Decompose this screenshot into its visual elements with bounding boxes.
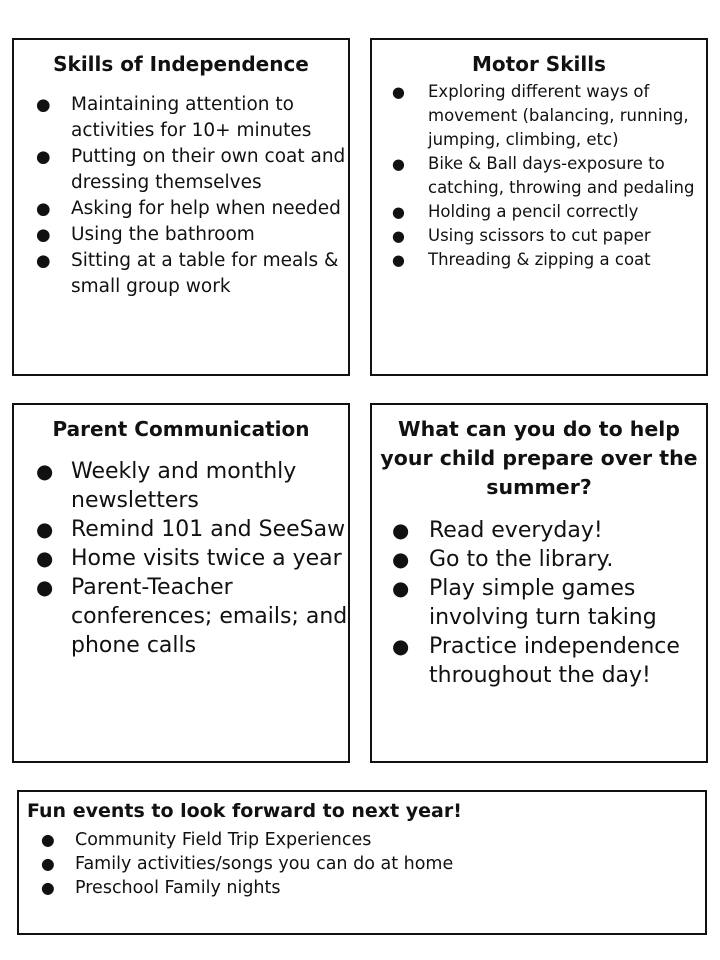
bullet-icon: ● <box>36 95 51 114</box>
list-item <box>392 516 706 545</box>
list-item-text: Asking for help when needed <box>71 198 341 219</box>
motor-skills-box <box>370 38 708 376</box>
list-item-text: Putting on their own coat and dressing themselves <box>71 146 346 193</box>
list-item-text: Bike & Ball days-exposure to catching, throwing and pedaling <box>428 154 695 197</box>
bullet-icon: ● <box>392 203 405 221</box>
list-item-text: Using the bathroom <box>71 224 255 245</box>
bullet-icon: ● <box>392 548 410 571</box>
list-item <box>36 92 348 144</box>
list-item-text: Go to the library. <box>429 547 614 572</box>
list-item <box>36 457 348 515</box>
list-item-text: Parent-Teacher conferences; emails; and phone calls <box>71 575 348 658</box>
skills-list <box>14 92 348 300</box>
motor-list <box>372 80 706 272</box>
bullet-icon: ● <box>36 225 51 244</box>
list-item <box>41 828 705 852</box>
list-item <box>392 152 706 200</box>
bullet-icon: ● <box>41 854 55 873</box>
skills-title: Skills of Independence <box>53 52 309 76</box>
skills-of-independence-box <box>12 38 350 376</box>
list-item <box>392 200 706 224</box>
list-item-text: Home visits twice a year <box>71 546 342 571</box>
list-item <box>392 632 706 690</box>
bullet-icon: ● <box>36 518 54 541</box>
list-item-text: Community Field Trip Experiences <box>75 830 372 850</box>
list-item-text: Weekly and monthly newsletters <box>71 459 297 513</box>
bullet-icon: ● <box>36 547 54 570</box>
bullet-icon: ● <box>36 199 51 218</box>
list-item <box>392 574 706 632</box>
bullet-icon: ● <box>41 830 55 849</box>
help-title: What can you do to help your child prepare over the summer? <box>380 417 698 499</box>
help-list <box>372 516 706 690</box>
events-title: Fun events to look forward to next year! <box>27 800 462 822</box>
list-item <box>36 248 348 300</box>
list-item <box>392 545 706 574</box>
list-item-text: Preschool Family nights <box>75 878 281 898</box>
list-item <box>36 222 348 248</box>
list-item-text: Family activities/songs you can do at home <box>75 854 454 874</box>
list-item <box>36 515 348 544</box>
motor-title: Motor Skills <box>472 52 606 76</box>
list-item-text: Remind 101 and SeeSaw <box>71 517 346 542</box>
list-item <box>36 196 348 222</box>
list-item-text: Practice independence throughout the day! <box>429 634 680 688</box>
bullet-icon: ● <box>392 155 405 173</box>
fun-events-box <box>17 790 707 935</box>
summer-help-box <box>370 403 708 763</box>
list-item-text: Exploring different ways of movement (balancing, running, jumping, climbing, etc) <box>428 82 689 149</box>
bullet-icon: ● <box>36 576 54 599</box>
list-item-text: Using scissors to cut paper <box>428 226 651 245</box>
bullet-icon: ● <box>392 227 405 245</box>
parent-communication-box <box>12 403 350 763</box>
bullet-icon: ● <box>36 147 51 166</box>
bullet-icon: ● <box>392 635 410 658</box>
bullet-icon: ● <box>392 577 410 600</box>
list-item <box>41 852 705 876</box>
list-item <box>392 248 706 272</box>
list-item <box>36 144 348 196</box>
bullet-icon: ● <box>392 251 405 269</box>
parent-list <box>14 457 348 660</box>
list-item-text: Holding a pencil correctly <box>428 202 639 221</box>
bullet-icon: ● <box>392 519 410 542</box>
list-item <box>392 224 706 248</box>
list-item <box>36 573 348 660</box>
list-item <box>36 544 348 573</box>
bullet-icon: ● <box>392 83 405 101</box>
list-item <box>392 80 706 152</box>
list-item-text: Maintaining attention to activities for 10+ minutes <box>71 94 312 141</box>
list-item <box>41 876 705 900</box>
parent-title: Parent Communication <box>52 417 310 441</box>
bullet-icon: ● <box>41 878 55 897</box>
list-item-text: Sitting at a table for meals & small group work <box>71 250 339 297</box>
list-item-text: Read everyday! <box>429 518 603 543</box>
bullet-icon: ● <box>36 251 51 270</box>
bullet-icon: ● <box>36 460 54 483</box>
events-list <box>19 828 705 900</box>
list-item-text: Threading & zipping a coat <box>428 250 651 269</box>
list-item-text: Play simple games involving turn taking <box>429 576 657 630</box>
